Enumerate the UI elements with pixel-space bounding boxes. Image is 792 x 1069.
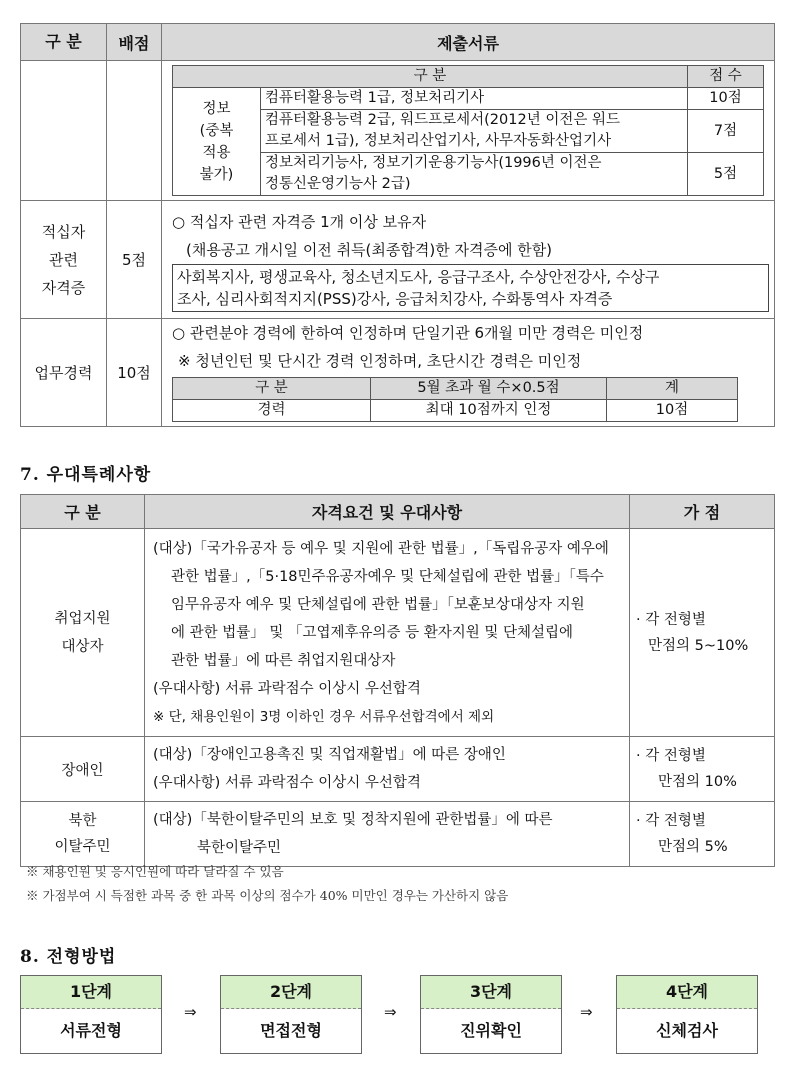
info-item-3-line: 정보처리기능사, 정보기기운용기능사(1996년 이전은 [265,155,602,171]
pref-label-line: 대상자 [61,638,104,655]
cond-line: 임무유공자 예우 및 단체설립에 관한 법률」「보훈보상대상자 지원 [171,596,585,613]
info-score-3: 5점 [688,153,764,196]
pref-bonus-employment [630,529,775,737]
cert-line-1: ○ 적십자 관련 자격증 1개 이상 보유자 [172,212,427,231]
info-item-2-line: 컴퓨터활용능력 2급, 워드프로세서(2012년 이전은 워드 [265,112,620,128]
pref-label-disabled: 장애인 [21,737,145,802]
cert-cell [162,201,775,319]
header-points: 배점 [107,24,162,61]
pref-header-bonus: 가 점 [630,495,775,529]
info-item-2 [261,110,688,153]
info-score-1: 10점 [688,88,764,110]
info-label-line: 정보 [202,100,231,117]
arrow-icon: ⇒ [384,1003,397,1021]
career-line-1: ○ 관련분야 경력에 한하여 인정하며 단일기관 6개월 미만 경력은 미인정 [172,324,644,342]
step-2 [220,975,362,1054]
cond-line: 에 관한 법률」 및 「고엽제후유의증 등 환자지원 및 단체설립에 [171,624,574,641]
pref-cond-defector [145,802,630,867]
cert-label-line: 자격증 [41,278,86,297]
career-inner-total: 10점 [607,400,738,422]
info-row-empty-label [21,61,107,201]
step-3 [420,975,562,1054]
bonus-line: · 각 전형별 [636,611,706,628]
pref-label-line: 이탈주민 [54,839,111,855]
cond-line: 관한 법률」에 따른 취업지원대상자 [171,652,396,669]
bonus-line: 만점의 5% [658,839,728,855]
section-7-title: 7. 우대특례사항 [20,465,152,485]
step-2-stage: 2단계 [221,976,361,1009]
step-3-stage: 3단계 [421,976,561,1009]
step-1-name: 서류전형 [60,1021,122,1040]
info-inner-header-category: 구 분 [173,66,688,88]
career-inner-header-total: 계 [607,378,738,400]
info-inner-table [172,65,764,196]
cond-line: (대상)「장애인고용촉진 및 직업재활법」에 따른 장애인 [153,747,506,763]
bonus-line: · 각 전형별 [636,813,706,829]
career-inner-header-category: 구 분 [173,378,371,400]
cert-label-line: 관련 [49,250,78,269]
step-4 [616,975,758,1054]
note-2: ※ 가점부여 시 득점한 과목 중 한 과목 이상의 점수가 40% 미만인 경우는 가산하지 않음 [26,888,509,903]
career-line-2: ※ 청년인턴 및 단시간 경력 인정하며, 초단시간 경력은 미인정 [178,352,582,370]
cert-list-box [172,264,769,312]
career-cell [162,319,775,427]
cert-score: 5점 [107,201,162,319]
note-1: ※ 채용인원 및 응시인원에 따라 달라질 수 있음 [26,864,284,879]
bonus-line: 만점의 5~10% [648,637,749,654]
info-cell [162,61,775,201]
preference-table [20,494,775,867]
arrow-icon: ⇒ [580,1003,593,1021]
header-category: 구 분 [21,24,107,61]
cond-line: (우대사항) 서류 과락점수 이상시 우선합격 [153,775,421,791]
info-item-3-line: 정통신운영기능사 2급) [265,176,411,192]
pref-label-line: 북한 [68,813,97,829]
cond-line: (대상)「북한이탈주민의 보호 및 정착지원에 관한법률」에 따른 [153,812,553,828]
bonus-line: · 각 전형별 [636,748,706,764]
career-inner-header-formula: 5월 초과 월 수×0.5점 [371,378,607,400]
bonus-line: 만점의 10% [658,774,737,790]
info-item-1: 컴퓨터활용능력 1급, 정보처리기사 [261,88,688,110]
career-score: 10점 [107,319,162,427]
career-label: 업무경력 [21,319,107,427]
pref-cond-employment [145,529,630,737]
header-documents: 제출서류 [162,24,775,61]
pref-cond-disabled [145,737,630,802]
cond-line: ※ 단, 채용인원이 3명 이하인 경우 서류우선합격에서 제외 [153,708,495,725]
pref-label-line: 취업지원 [54,610,111,627]
step-1-stage: 1단계 [21,976,161,1009]
info-label-line: (중복 [199,122,234,139]
step-2-name: 면접전형 [260,1021,322,1040]
step-4-name: 신체검사 [656,1021,718,1040]
info-label [173,88,261,196]
pref-header-category: 구 분 [21,495,145,529]
arrow-icon: ⇒ [184,1003,197,1021]
cond-line: 관한 법률」,「5·18민주유공자예우 및 단체설립에 관한 법률」「특수 [171,568,604,585]
cert-label [21,201,107,319]
cond-line: (대상)「국가유공자 등 예우 및 지원에 관한 법률」,「독립유공자 예우에 [153,540,609,557]
info-item-2-line: 프로세서 1급), 정보처리산업기사, 사무자동화산업기사 [265,133,612,149]
pref-bonus-defector [630,802,775,867]
pref-label-employment [21,529,145,737]
step-3-name: 진위확인 [460,1021,522,1040]
info-label-line: 불가) [199,166,234,183]
cond-line: 북한이탈주민 [197,840,282,856]
career-inner-table [172,377,738,422]
cond-line: (우대사항) 서류 과락점수 이상시 우선합격 [153,680,421,697]
cert-line-2: (채용공고 개시일 이전 취득(최종합격)한 자격증에 한함) [186,240,553,259]
scoring-table [20,23,775,427]
career-inner-category: 경력 [173,400,371,422]
pref-bonus-disabled [630,737,775,802]
step-1 [20,975,162,1054]
info-label-line: 적용 [202,144,231,161]
info-item-3 [261,153,688,196]
info-score-2: 7점 [688,110,764,153]
cert-label-line: 적십자 [41,222,86,241]
pref-label-defector [21,802,145,867]
cert-list-line: 조사, 심리사회적지지(PSS)강사, 응급처치강사, 수화통역사 자격증 [177,289,613,308]
section-8-title: 8. 전형방법 [20,947,117,967]
cert-list-line: 사회복지사, 평생교육사, 청소년지도사, 응급구조사, 수상안전강사, 수상구 [177,267,660,286]
career-inner-formula: 최대 10점까지 인정 [371,400,607,422]
info-inner-header-score: 점 수 [688,66,764,88]
info-row-empty-score [107,61,162,201]
step-4-stage: 4단계 [617,976,757,1009]
pref-header-conditions: 자격요건 및 우대사항 [145,495,630,529]
